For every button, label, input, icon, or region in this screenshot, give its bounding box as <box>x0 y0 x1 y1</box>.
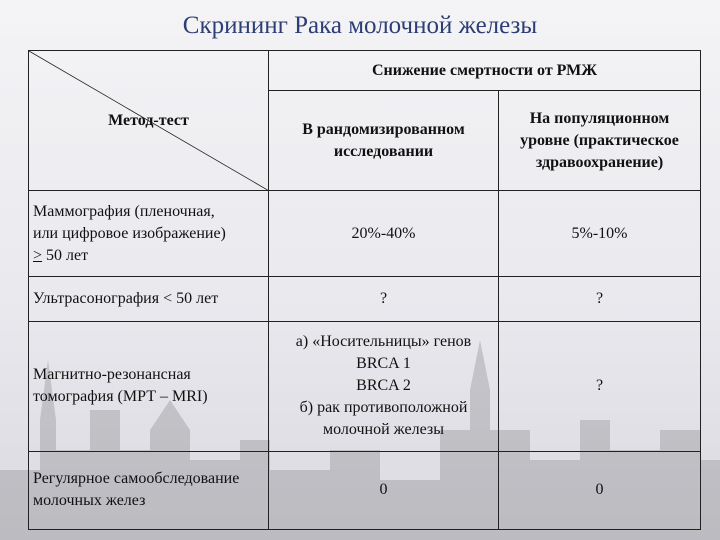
method-cell: Регулярное самообследование молочных желез <box>29 451 269 529</box>
rct-cell: а) «Носительницы» генов BRCA 1 BRCA 2 б) рак противоположной молочной железы <box>269 321 499 451</box>
population-cell: 5%-10% <box>499 191 701 277</box>
screening-table <box>28 50 701 530</box>
rct-cell: 0 <box>269 451 499 529</box>
method-header-cell <box>29 51 269 191</box>
population-cell: ? <box>499 321 701 451</box>
table-row <box>29 451 701 529</box>
mortality-header: Снижение смертности от РМЖ <box>269 51 701 91</box>
greater-equal-sign: > <box>33 246 43 264</box>
rct-cell: ? <box>269 277 499 321</box>
table-row <box>29 277 701 321</box>
table-row <box>29 191 701 277</box>
population-header: На популяционном уровне (практическое здравоохранение) <box>499 91 701 191</box>
slide-title: Скрининг Рака молочной железы <box>182 12 538 39</box>
method-header: Метод-тест <box>108 111 189 129</box>
method-cell: Магнитно-резонансная томография (МРТ – MRI) <box>29 321 269 451</box>
method-cell: Ультрасонография < 50 лет <box>29 277 269 321</box>
table-row <box>29 321 701 451</box>
population-cell: ? <box>499 277 701 321</box>
rct-header: В рандомизированном исследовании <box>269 91 499 191</box>
method-cell: Маммография (пленочная, или цифровое изображение) > 50 лет <box>29 191 269 277</box>
rct-cell: 20%-40% <box>269 191 499 277</box>
population-cell: 0 <box>499 451 701 529</box>
